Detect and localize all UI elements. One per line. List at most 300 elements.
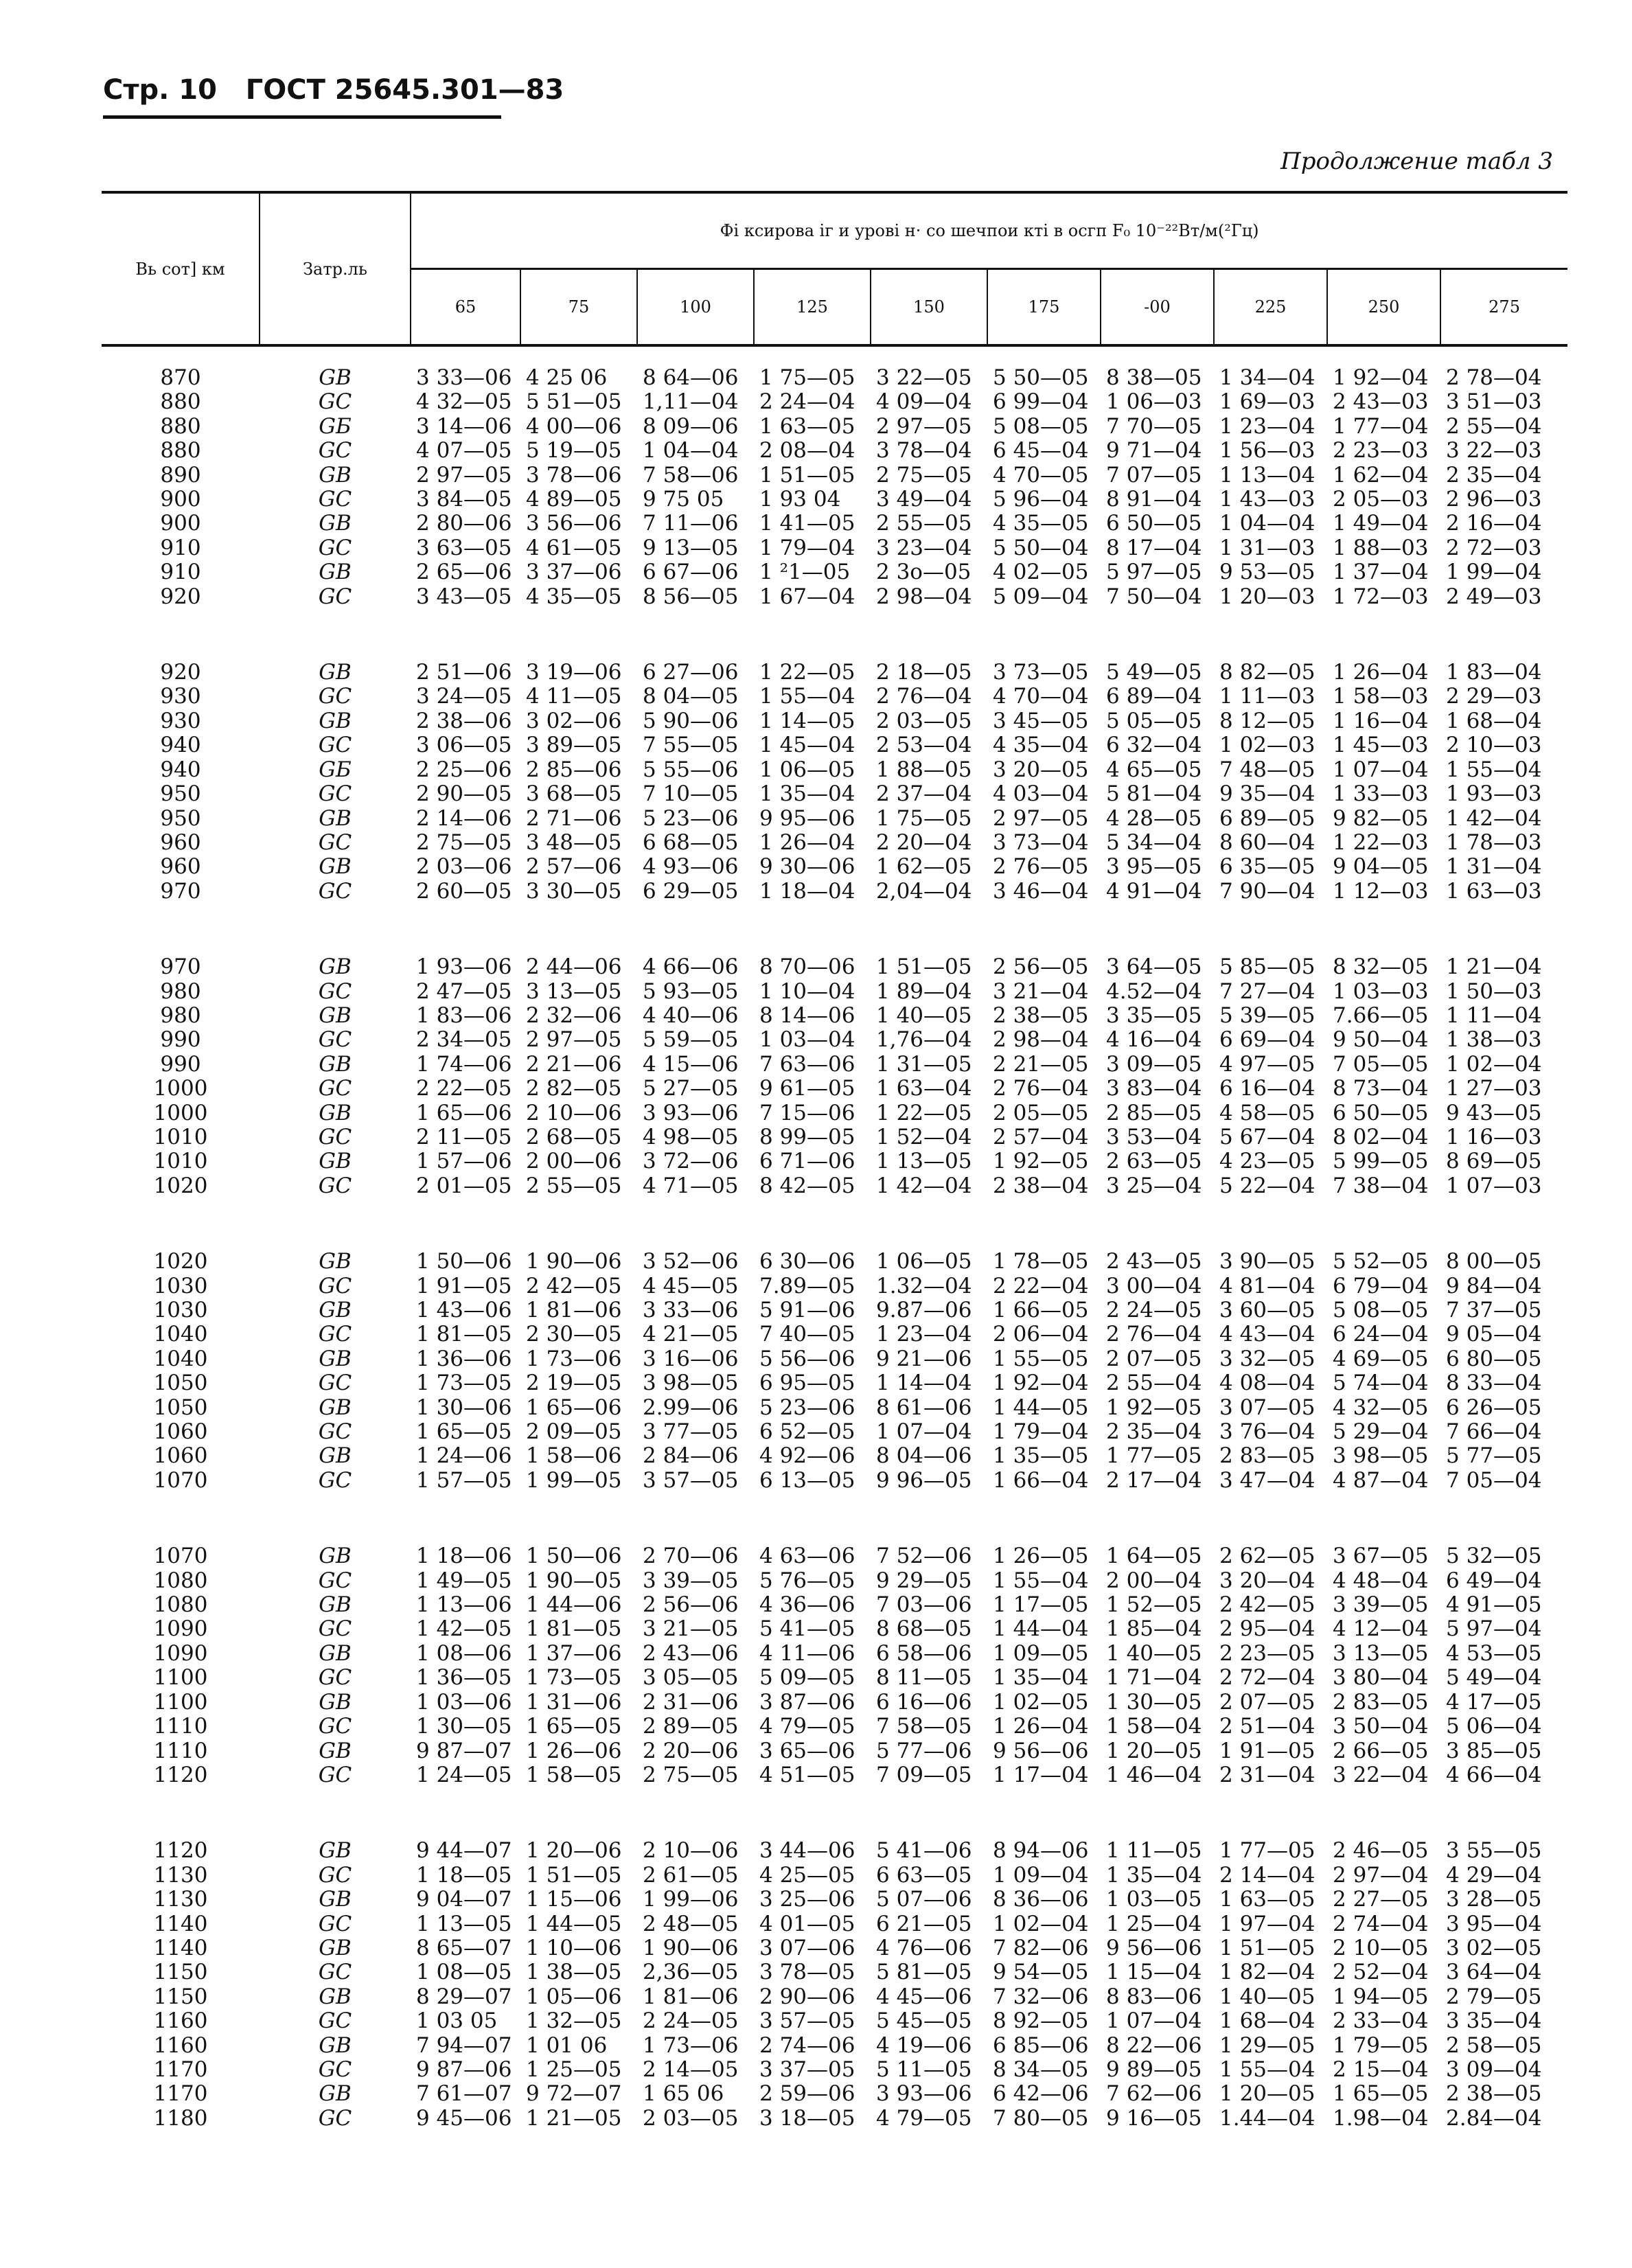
flux-value-cell: 4 66—04 [1446, 1762, 1542, 1787]
source-cell: GC [318, 1322, 352, 1347]
flux-value-cell: 1 22—05 [876, 1100, 972, 1125]
flux-value-cell: 2 62—05 [1219, 1544, 1315, 1569]
source-cell: GC [318, 2105, 352, 2131]
flux-value-cell: 3 39—05 [1333, 1592, 1429, 1618]
flux-value-cell: 1 73—05 [416, 1371, 512, 1396]
source-cell: GB [319, 1051, 352, 1077]
table-row [102, 1936, 1567, 1960]
source-cell: GB [319, 1640, 352, 1666]
table-row [102, 1666, 1567, 1690]
source-cell: GB [319, 1592, 352, 1618]
flux-value-cell: 7 55—05 [643, 733, 739, 758]
flux-value-cell: 8 61—06 [876, 1395, 972, 1420]
source-cell: GC [318, 781, 352, 807]
source-cell: GB [319, 660, 352, 685]
table-row [102, 1469, 1567, 1493]
altitude-cell: 1070 [153, 1467, 208, 1493]
flux-value-cell: 5 08—05 [993, 413, 1089, 439]
flux-value-cell: 3 48—05 [526, 829, 622, 855]
flux-value-cell: 9 61—05 [759, 1076, 855, 1101]
flux-value-cell: 8 56—05 [643, 584, 739, 609]
flux-value-cell: 9 04—05 [1333, 854, 1429, 880]
table-row [102, 1298, 1567, 1322]
flux-value-cell: 7 58—05 [876, 1714, 972, 1739]
flux-value-cell: 2 51—06 [416, 660, 512, 685]
flux-value-cell: 1 02—04 [1446, 1051, 1542, 1077]
flux-table [102, 191, 1567, 2131]
flux-value-cell: 1 85—04 [1106, 1616, 1202, 1642]
flux-value-cell: 4 29—04 [1446, 1862, 1542, 1888]
flux-value-cell: 3 67—05 [1333, 1544, 1429, 1569]
flux-value-cell: 1 92—04 [1333, 365, 1429, 390]
flux-value-cell: 2 38—05 [1446, 2081, 1542, 2107]
flux-value-cell: 7 15—06 [759, 1100, 855, 1125]
flux-value-cell: 1 69—03 [1219, 389, 1315, 415]
flux-value-cell: 4 19—06 [876, 2032, 972, 2058]
flux-value-cell: 4 61—05 [526, 535, 622, 560]
flux-value-cell: 9 35—04 [1219, 781, 1315, 807]
flux-value-cell: 3 95—04 [1446, 1911, 1542, 1936]
flux-value-cell: 3 87—06 [759, 1689, 855, 1715]
flux-value-cell: 8 12—05 [1219, 708, 1315, 733]
flux-value-cell: 3 44—06 [759, 1838, 855, 1864]
altitude-cell: 1130 [153, 1862, 208, 1888]
flux-value-cell: 7 07—05 [1106, 462, 1202, 488]
flux-value-cell: 1 55—04 [759, 684, 855, 709]
flux-header: -00 [1101, 269, 1214, 346]
flux-value-cell: 9 16—05 [1106, 2105, 1202, 2131]
table-row [102, 2058, 1567, 2082]
altitude-cell: 1000 [153, 1076, 208, 1101]
table-row [102, 733, 1567, 757]
flux-value-cell: 1 38—03 [1446, 1027, 1542, 1053]
flux-value-cell: 2 85—05 [1106, 1100, 1202, 1125]
flux-value-cell: 5 55—06 [643, 757, 739, 782]
flux-value-cell: 1 24—06 [416, 1443, 512, 1469]
flux-value-cell: 5 34—04 [1106, 829, 1202, 855]
flux-value-cell: 1 51—05 [526, 1862, 622, 1888]
source-cell: GC [318, 829, 352, 855]
flux-value-cell: 5 41—05 [759, 1616, 855, 1642]
flux-header: 65 [411, 269, 520, 346]
flux-value-cell: 3 49—04 [876, 487, 972, 512]
flux-value-cell: 3 76—04 [1219, 1419, 1315, 1445]
flux-value-cell: 2 07—05 [1106, 1346, 1202, 1371]
flux-value-cell: 2 00—04 [1106, 1568, 1202, 1593]
flux-value-cell: 3 89—05 [526, 733, 622, 758]
flux-value-cell: 8 11—05 [876, 1665, 972, 1691]
flux-value-cell: 6 63—05 [876, 1862, 972, 1888]
flux-value-cell: 1 58—04 [1106, 1714, 1202, 1739]
flux-value-cell: 1 57—06 [416, 1149, 512, 1174]
flux-value-cell: 8 02—04 [1333, 1124, 1429, 1149]
flux-value-cell: 3 63—05 [416, 535, 512, 560]
flux-value-cell: 8 36—06 [993, 1887, 1089, 1912]
flux-value-cell: 9 75 05 [643, 487, 724, 512]
table-row [102, 685, 1567, 709]
flux-value-cell: 2 18—05 [876, 660, 972, 685]
source-cell: GB [319, 560, 352, 585]
flux-value-cell: 2 55—05 [876, 511, 972, 536]
flux-value-cell: 2 59—06 [759, 2081, 855, 2107]
flux-value-cell: 1 65—05 [416, 1419, 512, 1445]
flux-value-cell: 2 24—04 [759, 389, 855, 415]
altitude-cell: 880 [160, 438, 201, 463]
flux-value-cell: 1 07—04 [1106, 2008, 1202, 2034]
flux-value-cell: 8 34—05 [993, 2057, 1089, 2082]
flux-value-cell: 2 55—04 [1106, 1371, 1202, 1396]
flux-value-cell: 2 71—06 [526, 805, 622, 831]
flux-value-cell: 1 12—03 [1333, 878, 1429, 904]
flux-value-cell: 1 55—05 [993, 1346, 1089, 1371]
table-row [102, 1174, 1567, 1198]
flux-value-cell: 3 98—05 [1333, 1443, 1429, 1469]
flux-value-cell: 5 22—04 [1219, 1173, 1315, 1198]
flux-value-cell: 5 19—05 [526, 438, 622, 463]
table-continuation-label: Продолжение табл 3 [1280, 148, 1553, 175]
source-cell: GC [318, 1124, 352, 1149]
altitude-cell: 1170 [153, 2081, 208, 2107]
source-cell: GB [319, 1887, 352, 1912]
flux-value-cell: 1 63—05 [1219, 1887, 1315, 1912]
flux-value-cell: 1 38—05 [526, 1960, 622, 1985]
source-cell: GB [319, 805, 352, 831]
flux-value-cell: 8 14—06 [759, 1003, 855, 1028]
flux-value-cell: 1 07—03 [1446, 1173, 1542, 1198]
source-cell: GC [318, 1714, 352, 1739]
flux-value-cell: 1 92—04 [993, 1371, 1089, 1396]
flux-value-cell: 2 08—04 [759, 438, 855, 463]
flux-value-cell: 6 68—05 [643, 829, 739, 855]
flux-value-cell: 1 07—04 [876, 1419, 972, 1445]
source-cell: GB [319, 954, 352, 980]
altitude-cell: 1130 [153, 1887, 208, 1912]
flux-value-cell: 1 31—05 [876, 1051, 972, 1077]
flux-value-cell: 1 81—05 [526, 1616, 622, 1642]
flux-value-cell: 7 90—04 [1219, 878, 1315, 904]
source-cell: GC [318, 2008, 352, 2034]
flux-value-cell: 2 83—05 [1219, 1443, 1315, 1469]
flux-value-cell: 1 90—05 [526, 1568, 622, 1593]
flux-value-cell: 1 90—06 [643, 1935, 739, 1960]
flux-value-cell: 6 24—04 [1333, 1322, 1429, 1347]
flux-value-cell: 4 70—04 [993, 684, 1089, 709]
source-cell: GB [319, 1984, 352, 2009]
flux-value-cell: 8 00—05 [1446, 1249, 1542, 1274]
flux-value-cell: 6 89—05 [1219, 805, 1315, 831]
flux-value-cell: 1 55—04 [1446, 757, 1542, 782]
flux-value-cell: 7 27—04 [1219, 978, 1315, 1004]
spacer-cell [102, 1198, 1567, 1250]
flux-value-cell: 8 04—06 [876, 1443, 972, 1469]
altitude-cell: 1050 [153, 1371, 208, 1396]
flux-value-cell: 1 03—03 [1333, 978, 1429, 1004]
flux-value-cell: 3 85—05 [1446, 1738, 1542, 1763]
flux-value-cell: 2 95—04 [1219, 1616, 1315, 1642]
flux-value-cell: 2 75—05 [416, 829, 512, 855]
flux-value-cell: 2 79—05 [1446, 1984, 1542, 2009]
flux-value-cell: 1 52—05 [1106, 1592, 1202, 1618]
flux-value-cell: 1 30—05 [416, 1714, 512, 1739]
flux-value-cell: 1 41—05 [759, 511, 855, 536]
altitude-cell: 1060 [153, 1443, 208, 1469]
altitude-cell: 880 [160, 413, 201, 439]
flux-value-cell: 4 00—06 [526, 413, 622, 439]
flux-value-cell: 1 37—04 [1333, 560, 1429, 585]
flux-value-cell: 8 65—07 [416, 1935, 512, 1960]
flux-value-cell: 1 06—03 [1106, 389, 1202, 415]
altitude-cell: 940 [160, 757, 201, 782]
table-row [102, 1691, 1567, 1715]
flux-value-cell: 2 49—03 [1446, 584, 1542, 609]
flux-value-cell: 7 32—06 [993, 1984, 1089, 2009]
flux-value-cell: 3 46—04 [993, 878, 1089, 904]
flux-value-cell: 2 56—06 [643, 1592, 739, 1618]
flux-value-cell: 5 27—05 [643, 1076, 739, 1101]
flux-value-cell: 2 57—06 [526, 854, 622, 880]
table-row [102, 661, 1567, 685]
flux-value-cell: 3 57—05 [643, 1467, 739, 1493]
flux-value-cell: 1 29—05 [1219, 2032, 1315, 2058]
flux-value-cell: 2 76—05 [993, 854, 1089, 880]
flux-value-cell: 1 20—05 [1219, 2081, 1315, 2107]
flux-value-cell: 8 04—05 [643, 684, 739, 709]
source-cell: GБ [319, 413, 352, 439]
altitude-cell: 1120 [153, 1838, 208, 1864]
flux-value-cell: 2 98—04 [876, 584, 972, 609]
flux-value-cell: 1 90—06 [526, 1249, 622, 1274]
flux-value-cell: 4 63—06 [759, 1544, 855, 1569]
flux-value-cell: 4 48—04 [1333, 1568, 1429, 1593]
source-cell: GC [318, 389, 352, 415]
flux-value-cell: 1 02—05 [993, 1689, 1089, 1715]
flux-value-cell: 2 80—06 [416, 511, 512, 536]
flux-value-cell: 9 13—05 [643, 535, 739, 560]
group-spacer [102, 609, 1567, 661]
altitude-cell: 1040 [153, 1346, 208, 1371]
flux-value-cell: 7.89—05 [759, 1273, 855, 1298]
flux-value-cell: 4 89—05 [526, 487, 622, 512]
flux-value-cell: 4 65—05 [1106, 757, 1202, 782]
flux-value-cell: 1 93—06 [416, 954, 512, 980]
flux-value-cell: 8 82—05 [1219, 660, 1315, 685]
flux-value-cell: 3 16—06 [643, 1346, 739, 1371]
flux-value-cell: 3 32—05 [1219, 1346, 1315, 1371]
flux-value-cell: 7 58—06 [643, 462, 739, 488]
flux-value-cell: 9 43—05 [1446, 1100, 1542, 1125]
flux-value-cell: 1.44—04 [1219, 2105, 1315, 2131]
altitude-cell: 1070 [153, 1544, 208, 1569]
flux-value-cell: 4 17—05 [1446, 1689, 1542, 1715]
flux-value-cell: 4 35—04 [993, 733, 1089, 758]
flux-value-cell: 2 35—04 [1446, 462, 1542, 488]
flux-value-cell: 1 23—04 [1219, 413, 1315, 439]
flux-value-cell: 3 30—05 [526, 878, 622, 904]
flux-value-cell: 1 42—04 [1446, 805, 1542, 831]
flux-value-cell: 2 31—04 [1219, 1762, 1315, 1787]
flux-value-cell: 2 20—06 [643, 1738, 739, 1763]
source-cell: GC [318, 684, 352, 709]
source-cell: GC [318, 1762, 352, 1787]
flux-value-cell: 1 74—06 [416, 1051, 512, 1077]
flux-value-cell: 2 72—03 [1446, 535, 1542, 560]
flux-value-cell: 1 42—05 [416, 1616, 512, 1642]
flux-value-cell: 4 25—05 [759, 1862, 855, 1888]
flux-value-cell: 3 07—05 [1219, 1395, 1315, 1420]
flux-value-cell: 1 04—04 [643, 438, 739, 463]
flux-value-cell: 1 13—06 [416, 1592, 512, 1618]
flux-value-cell: 1 49—05 [416, 1568, 512, 1593]
flux-value-cell: 3 22—04 [1333, 1762, 1429, 1787]
flux-value-cell: 2 22—05 [416, 1076, 512, 1101]
flux-value-cell: 1 21—05 [526, 2105, 622, 2131]
flux-value-cell: 8 60—04 [1219, 829, 1315, 855]
flux-value-cell: 5 11—05 [876, 2057, 972, 2082]
flux-value-cell: 5 81—05 [876, 1960, 972, 1985]
flux-value-cell: 8 22—06 [1106, 2032, 1202, 2058]
flux-value-cell: 5 52—05 [1333, 1249, 1429, 1274]
table-row [102, 1544, 1567, 1568]
flux-value-cell: 5 29—04 [1333, 1419, 1429, 1445]
flux-value-cell: 1 75—05 [876, 805, 972, 831]
group-spacer [102, 1493, 1567, 1544]
flux-value-cell: 1 34—04 [1219, 365, 1315, 390]
table-row [102, 1839, 1567, 1863]
table-row [102, 1617, 1567, 1641]
flux-value-cell: 3 37—06 [526, 560, 622, 585]
flux-value-cell: 8 70—06 [759, 954, 855, 980]
flux-value-cell: 1 08—06 [416, 1640, 512, 1666]
source-cell: GC [318, 438, 352, 463]
altitude-cell: 1050 [153, 1395, 208, 1420]
flux-value-cell: 1 06—05 [876, 1249, 972, 1274]
flux-value-cell: 4 58—05 [1219, 1100, 1315, 1125]
altitude-cell: 1110 [153, 1714, 208, 1739]
flux-value-cell: 1 05—06 [526, 1984, 622, 2009]
flux-value-cell: 1 79—05 [1333, 2032, 1429, 2058]
flux-value-cell: 1 68—04 [1219, 2008, 1315, 2034]
source-cell: GC [318, 1027, 352, 1053]
source-cell: GC [318, 733, 352, 758]
flux-value-cell: 4 40—06 [643, 1003, 739, 1028]
flux-header: 275 [1440, 269, 1567, 346]
flux-value-cell: 2 07—05 [1219, 1689, 1315, 1715]
flux-value-cell: 2 72—04 [1219, 1665, 1315, 1691]
flux-value-cell: 6 50—05 [1106, 511, 1202, 536]
flux-value-cell: 4 93—06 [643, 854, 739, 880]
flux-value-cell: 2 14—06 [416, 805, 512, 831]
altitude-cell: 1080 [153, 1568, 208, 1593]
flux-value-cell: 9 50—04 [1333, 1027, 1429, 1053]
flux-value-cell: 9 30—06 [759, 854, 855, 880]
flux-value-cell: 1 40—05 [1106, 1640, 1202, 1666]
altitude-cell: 1160 [153, 2032, 208, 2058]
group-spacer [102, 1198, 1567, 1250]
flux-value-cell: 1 35—04 [1106, 1862, 1202, 1888]
table-row [102, 955, 1567, 979]
flux-value-cell: 3 14—06 [416, 413, 512, 439]
flux-value-cell: 1 65—06 [526, 1395, 622, 1420]
flux-value-cell: 3 21—05 [643, 1616, 739, 1642]
flux-value-cell: 7 61—07 [416, 2081, 512, 2107]
flux-value-cell: 6 16—04 [1219, 1076, 1315, 1101]
flux-value-cell: 1 35—04 [993, 1665, 1089, 1691]
flux-value-cell: 2 27—05 [1333, 1887, 1429, 1912]
altitude-cell: 1150 [153, 1960, 208, 1985]
flux-value-cell: 3 64—04 [1446, 1960, 1542, 1985]
flux-value-cell: 4 01—05 [759, 1911, 855, 1936]
flux-value-cell: 1 65 06 [643, 2081, 724, 2107]
flux-value-cell: 2,04—04 [876, 878, 972, 904]
flux-value-cell: 2 51—04 [1219, 1714, 1315, 1739]
flux-value-cell: 1 82—04 [1219, 1960, 1315, 1985]
flux-value-cell: 3 73—05 [993, 660, 1089, 685]
source-cell: GB [319, 1346, 352, 1371]
flux-value-cell: 3 19—06 [526, 660, 622, 685]
flux-value-cell: 1 26—04 [993, 1714, 1089, 1739]
flux-value-cell: 3 07—06 [759, 1935, 855, 1960]
flux-value-cell: 1 55—04 [993, 1568, 1089, 1593]
source-cell: GB [319, 1935, 352, 1960]
flux-value-cell: 4 43—04 [1219, 1322, 1315, 1347]
table-row [102, 1101, 1567, 1125]
flux-value-cell: 7 03—06 [876, 1592, 972, 1618]
flux-value-cell: 1.98—04 [1333, 2105, 1429, 2131]
flux-value-cell: 2 63—05 [1106, 1149, 1202, 1174]
flux-value-cell: 2 74—06 [759, 2032, 855, 2058]
table-row [102, 2107, 1567, 2131]
flux-value-cell: 6 52—05 [759, 1419, 855, 1445]
flux-value-cell: 1 07—04 [1333, 757, 1429, 782]
flux-value-cell: 3 24—05 [416, 684, 512, 709]
flux-value-cell: 2 96—03 [1446, 487, 1542, 512]
flux-value-cell: 4 51—05 [759, 1762, 855, 1787]
altitude-cell: 1150 [153, 1984, 208, 2009]
flux-value-cell: 1 33—03 [1333, 781, 1429, 807]
flux-value-cell: 1 83—04 [1446, 660, 1542, 685]
flux-value-cell: 1 02—03 [1219, 733, 1315, 758]
altitude-cell: 1020 [153, 1173, 208, 1198]
flux-value-cell: 1 25—04 [1106, 1911, 1202, 1936]
flux-value-cell: 1 97—04 [1219, 1911, 1315, 1936]
source-cell: GB [319, 708, 352, 733]
flux-value-cell: 3 21—04 [993, 978, 1089, 1004]
flux-value-cell: 3 60—05 [1219, 1298, 1315, 1322]
flux-value-cell: 6 16—06 [876, 1689, 972, 1715]
table-row [102, 512, 1567, 536]
flux-value-cell: 3 56—06 [526, 511, 622, 536]
flux-value-cell: 6 35—05 [1219, 854, 1315, 880]
flux-value-cell: 2 97—04 [1333, 1862, 1429, 1888]
source-cell: GC [318, 1173, 352, 1198]
table-row [102, 2009, 1567, 2033]
flux-value-cell: 8 64—06 [643, 365, 739, 390]
flux-value-cell: 2 56—05 [993, 954, 1089, 980]
flux-value-cell: 4 15—06 [643, 1051, 739, 1077]
flux-value-cell: 1 20—06 [526, 1838, 622, 1864]
flux-value-cell: 4 25 06 [526, 365, 608, 390]
header-underline [103, 115, 501, 119]
flux-value-cell: 4 28—05 [1106, 805, 1202, 831]
flux-value-cell: 1 10—04 [759, 978, 855, 1004]
table-header [102, 192, 1567, 345]
flux-value-cell: 1 37—06 [526, 1640, 622, 1666]
flux-value-cell: 2 85—06 [526, 757, 622, 782]
flux-value-cell: 1 42—04 [876, 1173, 972, 1198]
flux-value-cell: 8 29—07 [416, 1984, 512, 2009]
altitude-cell: 1160 [153, 2008, 208, 2034]
flux-value-cell: 3 55—05 [1446, 1838, 1542, 1864]
